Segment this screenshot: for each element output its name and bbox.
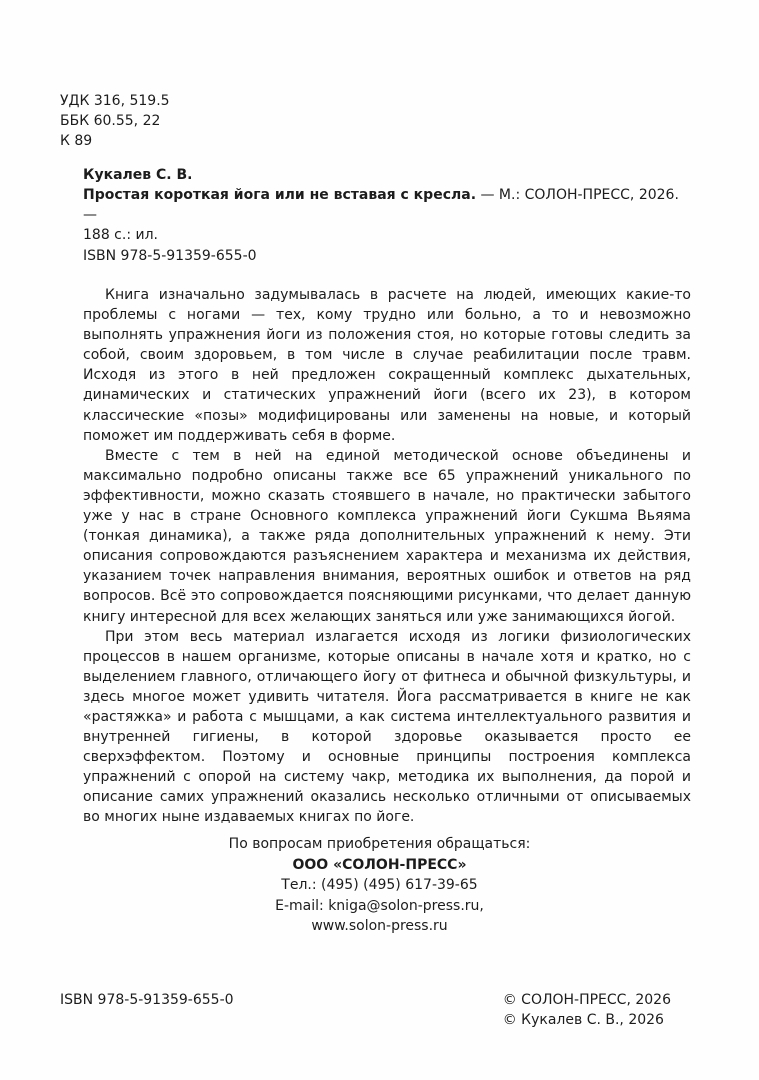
page-count: 188 с.: ил. — [83, 227, 158, 243]
annotation-paragraph-1: Книга изначально задумывалась в расчете на людей, имеющих какие-то проблемы с ногами — тех, кому трудно или больно, а то и невозможно выполнять упражнения йоги из положения стоя, но которые готовы следить за собой, своим здоровьем, в том числе в случае реабилитации после травм. Исходя из этого в ней предложен сокращенный комплекс дыхательных, динамических и статических упражнений йоги (всего их 23), в котором классические «позы» модифицированы или заменены на новые, и который поможет им поддерживать себя в форме. — [83, 287, 691, 444]
publisher-org: ООО «СОЛОН-ПРЕСС» — [292, 856, 467, 873]
author-sign: К 89 — [60, 133, 93, 149]
contacts-intro: По вопросам приобретения обращаться: — [228, 836, 531, 852]
author-name: Кукалев С. В. — [83, 167, 193, 183]
annotation — [83, 285, 691, 828]
publisher-info: — М.: СОЛОН-ПРЕСС, 2026. — — [83, 187, 679, 223]
purchase-contacts — [0, 834, 759, 937]
copyright-block — [503, 990, 671, 1030]
bbk-code: ББК 60.55, 22 — [60, 113, 161, 129]
phone: Тел.: (495) (495) 617-39-65 — [281, 877, 478, 893]
classification-codes — [60, 91, 170, 151]
footer-isbn: ISBN 978-5-91359-655-0 — [60, 992, 234, 1008]
website: www.solon-press.ru — [311, 918, 448, 934]
isbn: ISBN 978-5-91359-655-0 — [83, 248, 257, 264]
book-title: Простая короткая йога или не вставая с кресла. — [83, 187, 477, 203]
udk-code: УДК 316, 519.5 — [60, 93, 170, 109]
annotation-paragraph-3: При этом весь материал излагается исходя из логики физиологических процессов в нашем организме, которые описаны в начале хотя и кратко, но с выделением главного, отличающего йогу от фитнеса и обычной физкультуры, и здесь многое может удивить читателя. Йога рассматривается в книге не как «растяжка» и работа с мышцами, а как система интеллектуального развития и внутренней гигиены, в которой здоровье оказывается просто ее сверхэффектом. Поэтому и основные принципы построения комплекса упражнений с опорой на систему чакр, методика их выполнения, да порой и описание самих упражнений оказались несколько отличными от описываемых во многих ныне издаваемых книгах по йоге. — [83, 628, 691, 826]
title-line — [83, 185, 691, 225]
copyright-publisher: © СОЛОН-ПРЕСС, 2026 — [502, 992, 671, 1008]
annotation-paragraph-2: Вместе с тем в ней на единой методической основе объединены и максимально подробно описаны также все 65 упражнений уникального по эффективности, можно сказать стоявшего в начале, но практически забытого уже у нас в стране Основного комплекса упражнений йоги Сукшма Вьяяма (тонкая динамика), а также ряда дополнительных упражнений к нему. Эти описания сопровождаются разъяснением характера и механизма их действия, указанием точек направления внимания, вероятных ошибок и ответов на ряд вопросов. Всё это сопровождается поясняющими рисунками, что делает данную книгу интересной для всех желающих заняться или уже занимающихся йогой. — [83, 447, 691, 625]
bibliographic-record — [83, 165, 691, 245]
email: E-mail: kniga@solon-press.ru, — [275, 897, 484, 914]
copyright-author: © Кукалев С. В., 2026 — [502, 1012, 664, 1028]
